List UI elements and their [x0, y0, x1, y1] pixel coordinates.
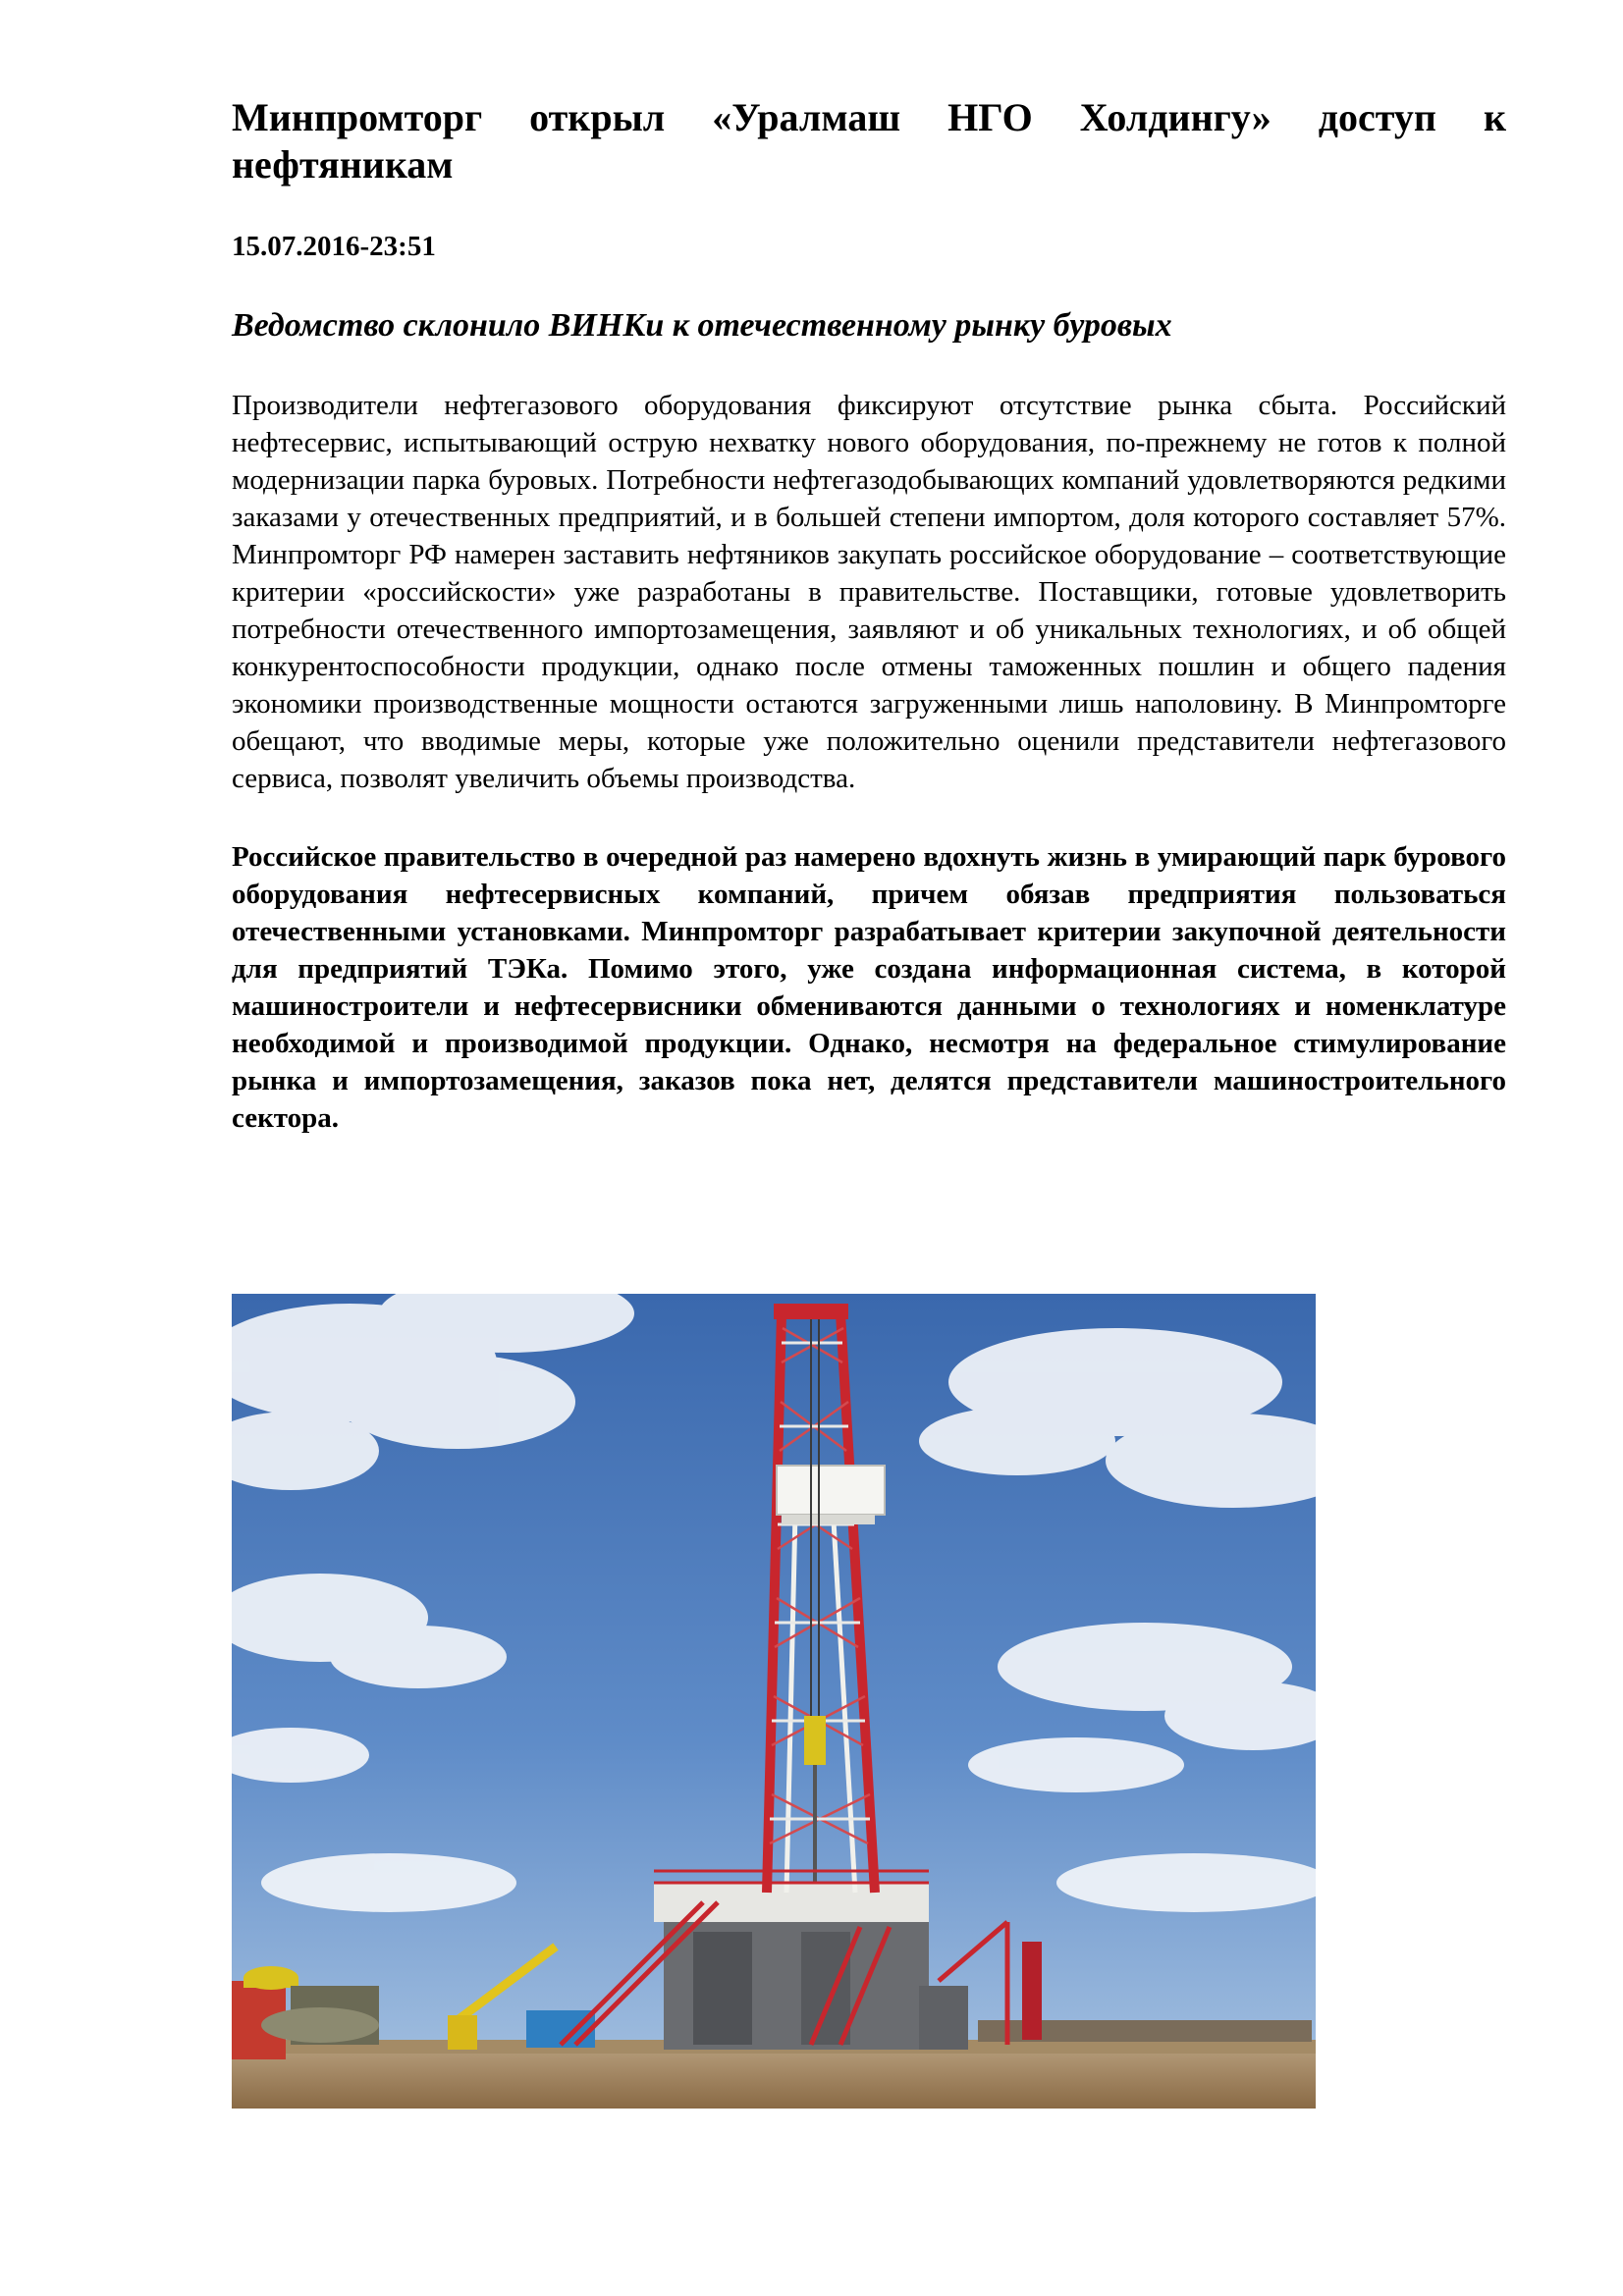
- ground: [232, 2050, 1316, 2109]
- drilling-rig-photo: [232, 1294, 1316, 2109]
- article-headline: Минпромторг открыл «Уралмаш НГО Холдингу» доступ к нефтяникам: [232, 95, 1506, 187]
- article-body: [232, 94, 1506, 1137]
- red-tank: [1022, 1942, 1042, 2040]
- monkey-board: [777, 1466, 885, 1515]
- article-lead-paragraph: Производители нефтегазового оборудования фиксируют отсутствие рынка сбыта. Российский нефтесервис, испытывающий острую нехватку нового оборудования, по-прежнему не готов к полной модернизации парка буровых. Потребности нефтегазодобывающих компаний удовлетворяются редкими заказами у отечественных предприятий, и в большей степени импортом, доля которого составляет 57%. Минпромторг РФ намерен заставить нефтяников закупать российское оборудование – соответствующие критерии «российскости» уже разработаны в правительстве. Поставщики, готовые удовлетворить потребности отечественного импортозамещения, заявляют и об уникальных технологиях, и об общей конкурентоспособности продукции, однако после отмены таможенных пошлин и общего падения экономики производственные мощности остаются загруженными лишь наполовину. В Минпромторге обещают, что вводимые меры, которые уже положительно оценили представители нефтегазового сервиса, позволят увеличить объемы производства.: [232, 390, 1506, 794]
- article-intro-paragraph: Российское правительство в очередной раз намерено вдохнуть жизнь в умирающий парк бурового оборудования нефтесервисных компаний, причем обязав предприятия пользоваться отечественными установками. Минпромторг разрабатывает критерии закупочной деятельности для предприятий ТЭКа. Помимо этого, уже создана информационная система, в которой машиностроители и нефтесервисники обмениваются данными о технологиях и номенклатуре необходимой и производимой продукции. Однако, несмотря на федеральное стимулирование рынка и импортозамещения, заказов пока нет, делятся представители машиностроительного сектора.: [232, 841, 1506, 1134]
- article-date: 15.07.2016-23:51: [232, 231, 436, 262]
- article-subtitle: Ведомство склонило ВИНКи к отечественному рынку буровых: [232, 307, 1172, 344]
- travelling-block: [804, 1716, 826, 1765]
